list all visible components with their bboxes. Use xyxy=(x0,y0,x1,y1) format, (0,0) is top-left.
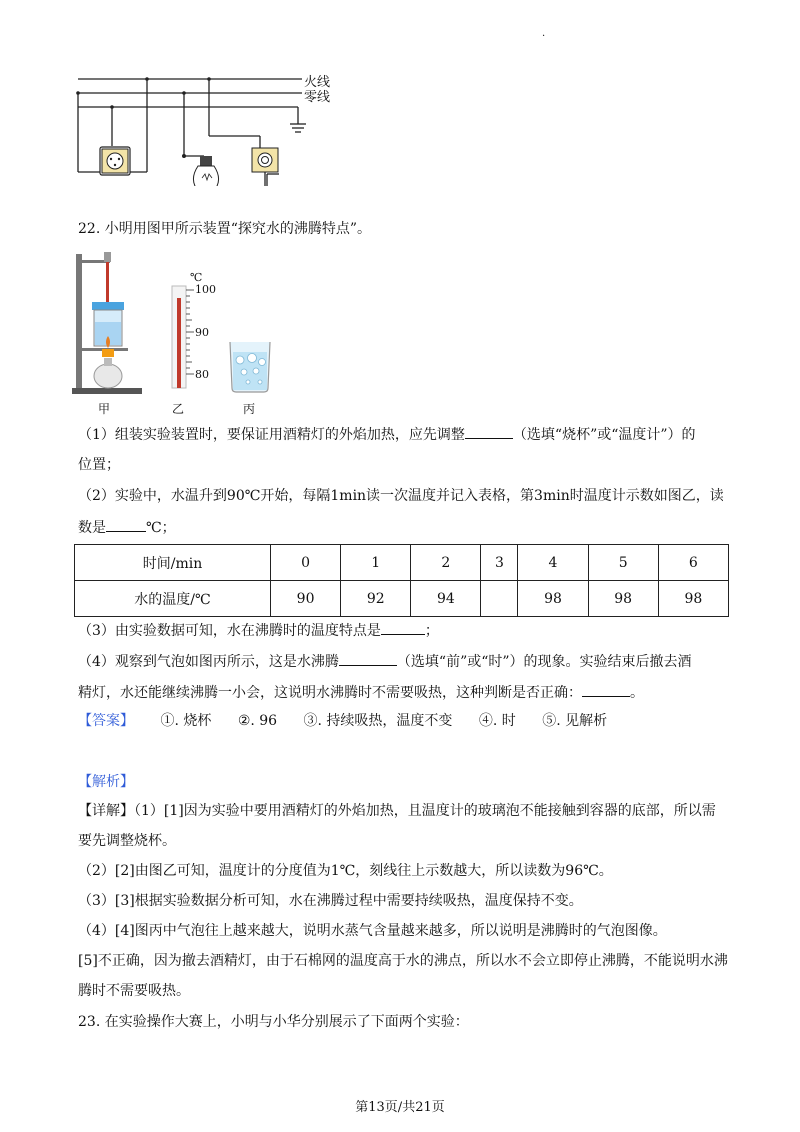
q22-blank-4[interactable] xyxy=(339,651,397,666)
table-cell: 2 xyxy=(411,545,481,581)
answer-item: ①. 烧杯 xyxy=(160,713,212,729)
detail-2: （2）[2]由图乙可知，温度计的分度值为1℃，刻线往上示数越大，所以读数为96℃。 xyxy=(78,863,613,879)
q22-part1-text-a: （1）组装实验装置时，要保证用酒精灯的外焰加热，应先调整 xyxy=(78,427,465,443)
answer-item: ③. 持续吸热，温度不变 xyxy=(303,713,453,729)
detail-5b: 腾时不需要吸热。 xyxy=(78,983,190,999)
thermometer-unit: ℃ xyxy=(190,271,203,284)
table-header-temp: 水的温度/℃ xyxy=(75,581,271,617)
figure-beaker-bubbles xyxy=(226,338,274,394)
analysis-label: 【解析】 xyxy=(78,774,134,790)
q22-blank-2[interactable] xyxy=(106,517,146,532)
table-cell[interactable] xyxy=(481,581,518,617)
circuit-diagram xyxy=(70,66,340,186)
q22-part4-text-a: （4）观察到气泡如图丙所示，这是水沸腾 xyxy=(78,654,339,670)
detail-1a: 【详解】（1）[1]因为实验中要用酒精灯的外焰加热，且温度计的玻璃泡不能接触到容器的底部，所以需 xyxy=(78,803,716,819)
table-cell: 94 xyxy=(411,581,481,617)
table-row xyxy=(75,545,729,581)
table-cell: 0 xyxy=(271,545,341,581)
live-wire-label: 火线 xyxy=(304,75,331,90)
q22-part2-cont xyxy=(78,517,176,538)
table-cell: 98 xyxy=(588,581,658,617)
page-footer: 第13页/共21页 xyxy=(355,1100,445,1115)
header-mark: . xyxy=(542,28,546,39)
answer-line xyxy=(78,711,629,731)
table-cell: 5 xyxy=(588,545,658,581)
thermometer-tick-90: 90 xyxy=(195,326,209,339)
q22-part2: （2）实验中，水温升到90℃开始，每隔1min读一次温度并记入表格，第3min时温度计示数如图乙，读 xyxy=(78,488,724,504)
q22-part4-text-d: 。 xyxy=(630,685,644,701)
q22-blank-1[interactable] xyxy=(465,424,513,439)
temperature-table xyxy=(74,544,729,617)
q22-part4-cont xyxy=(78,682,644,703)
q22-part3 xyxy=(78,620,439,641)
detail-1b: 要先调整烧杯。 xyxy=(78,833,176,849)
q22-part3-text-b: ； xyxy=(424,623,439,639)
table-cell: 6 xyxy=(658,545,728,581)
figure-label-yi: 乙 xyxy=(172,402,185,416)
table-cell: 92 xyxy=(341,581,411,617)
table-header-time: 时间/min xyxy=(75,545,271,581)
table-cell: 1 xyxy=(341,545,411,581)
q22-part4 xyxy=(78,651,692,672)
answer-item: ⑤. 见解析 xyxy=(542,713,608,729)
q22-title: 22. 小明用图甲所示装置“探究水的沸腾特点”。 xyxy=(78,221,372,237)
neutral-wire-label: 零线 xyxy=(304,90,331,105)
q22-part2-text-c: ℃； xyxy=(146,520,176,536)
table-cell: 4 xyxy=(518,545,588,581)
q22-part3-text-a: （3）由实验数据可知，水在沸腾时的温度特点是 xyxy=(78,623,381,639)
figure-apparatus xyxy=(72,252,152,398)
q22-part1 xyxy=(78,424,696,445)
table-cell: 3 xyxy=(481,545,518,581)
thermometer-tick-100: 100 xyxy=(195,283,216,296)
detail-4: （4）[4]图丙中气泡往上越来越大，说明水蒸气含量越来越多，所以说明是沸腾时的气泡图像。 xyxy=(78,923,667,939)
answer-item: ④. 时 xyxy=(478,713,516,729)
detail-3: （3）[3]根据实验数据分析可知，水在沸腾过程中需要持续吸热，温度保持不变。 xyxy=(78,893,583,909)
q22-blank-5[interactable] xyxy=(582,682,630,697)
figure-label-jia: 甲 xyxy=(98,402,111,416)
detail-5a: [5]不正确，因为撤去酒精灯，由于石棉网的温度高于水的沸点，所以水不会立即停止沸腾，不能说明水沸 xyxy=(78,953,728,969)
answer-item: ②. 96 xyxy=(237,713,278,729)
table-cell: 90 xyxy=(271,581,341,617)
table-cell: 98 xyxy=(518,581,588,617)
q22-part1-cont: 位置； xyxy=(78,457,120,473)
table-cell: 98 xyxy=(658,581,728,617)
q22-part4-text-b: （选填“前”或“时”）的现象。实验结束后撤去酒 xyxy=(396,654,692,670)
figure-label-bing: 丙 xyxy=(243,402,256,416)
q22-blank-3[interactable] xyxy=(381,620,425,635)
table-row xyxy=(75,581,729,617)
q22-part4-text-c: 精灯，水还能继续沸腾一小会，这说明水沸腾时不需要吸热，这种判断是否正确： xyxy=(78,685,582,701)
q22-part2-text-b: 数是 xyxy=(78,520,106,536)
answer-label: 【答案】 xyxy=(78,713,134,729)
thermometer-tick-80: 80 xyxy=(195,368,209,381)
q23-title: 23. 在实验操作大赛上，小明与小华分别展示了下面两个实验： xyxy=(78,1014,469,1030)
q22-part1-text-b: （选填“烧杯”或“温度计”）的 xyxy=(512,427,696,443)
